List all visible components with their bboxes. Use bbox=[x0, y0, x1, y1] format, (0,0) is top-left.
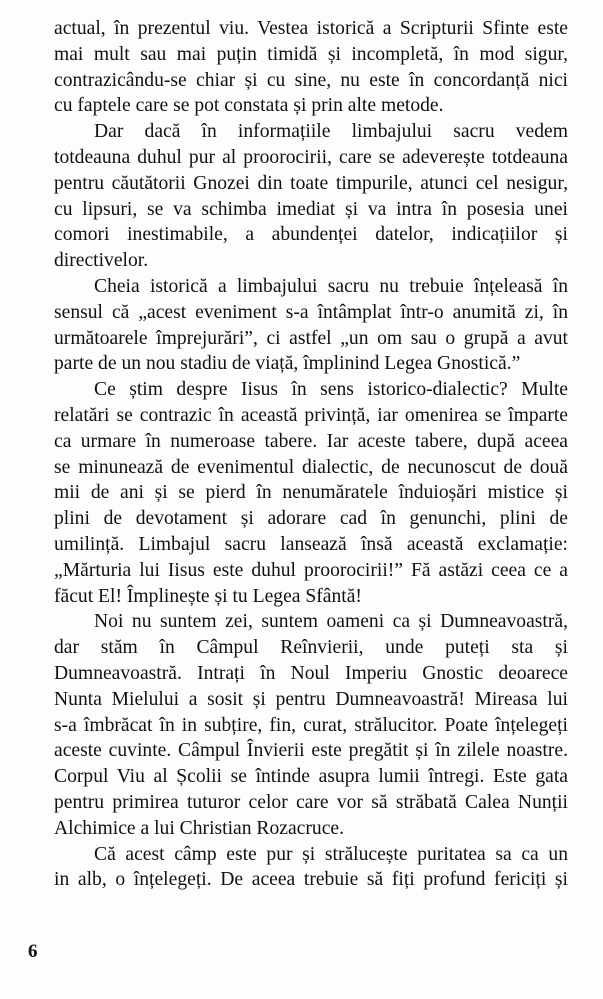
text-line: relatări se contrazic în această privință, iar omenirea se împarte bbox=[54, 404, 568, 426]
text-line: făcut El! Împlinește și tu Legea Sfântă! bbox=[54, 585, 362, 607]
text-line: ca urmare în numeroase tabere. Iar aceste tabere, după aceea bbox=[54, 430, 568, 452]
text-line: Cheia istorică a limbajului sacru nu trebuie înțeleasă în bbox=[94, 275, 568, 297]
text-line: se minunează de evenimentul dialectic, de necunoscut de două bbox=[54, 456, 568, 478]
text-line: sensul că „acest eveniment s-a întâmplat într-o anumită zi, în bbox=[54, 301, 568, 323]
paragraph bbox=[54, 119, 568, 274]
text-line: plini de devotament și adorare cad în genunchi, plini de bbox=[54, 508, 568, 530]
paragraph bbox=[54, 274, 568, 377]
text-line: contrazicându-se chiar și cu sine, nu este în concordanță nici bbox=[54, 69, 568, 91]
text-line: pentru căutătorii Gnozei din toate timpurile, atunci cel nesigur, bbox=[54, 172, 568, 194]
text-line: Noi nu suntem zei, suntem oameni ca și Dumneavoastră, bbox=[94, 611, 568, 633]
text-line: cu lipsuri, se va schimba imediat și va intra în posesia unei bbox=[54, 198, 568, 220]
text-line: Dumneavoastră. Intrați în Noul Imperiu Gnostic deoarece bbox=[54, 662, 568, 684]
text-line: mii de ani și se pierd în nenumăratele înduioșări mistice și bbox=[54, 482, 568, 504]
text-line: parte de un nou stadiu de viață, împlinind Legea Gnostică.” bbox=[54, 353, 521, 375]
text-line: aceste cuvinte. Câmpul Învierii este pregătit și în zilele noastre. bbox=[54, 740, 568, 762]
text-line: „Mărturia lui Iisus este duhul proorocirii!” Fă astăzi ceea ce a bbox=[54, 559, 568, 581]
text-line: cu faptele care se pot constata și prin alte metode. bbox=[54, 95, 444, 117]
text-line: pentru primirea tuturor celor care vor să străbată Calea Nunții bbox=[54, 791, 568, 813]
text-line: Nunta Mielului a sosit și pentru Dumneavoastră! Mireasa lui bbox=[54, 688, 568, 710]
text-line: Alchimice a lui Christian Rozacruce. bbox=[54, 817, 344, 839]
paragraph bbox=[54, 16, 568, 119]
text-line: Că acest câmp este pur și strălucește puritatea sa ca un bbox=[94, 843, 568, 865]
text-line: Ce știm despre Iisus în sens istorico-dialectic? Multe bbox=[94, 379, 568, 401]
text-line: s-a îmbrăcat în in subțire, fin, curat, strălucitor. Poate înțelegeți bbox=[54, 714, 568, 736]
text-line: comori inestimabile, a abundenței datelor, indicațiilor și bbox=[54, 224, 568, 246]
text-line: următoarele împrejurări”, ci astfel „un om sau o grupă a avut bbox=[54, 327, 568, 349]
paragraph bbox=[54, 377, 568, 609]
paragraph bbox=[54, 842, 568, 894]
paragraph bbox=[54, 609, 568, 841]
text-line: in alb, o înțelegeți. De aceea trebuie să fiți profund fericiți și bbox=[54, 869, 568, 891]
text-line: actual, în prezentul viu. Vestea istorică a Scripturii Sfinte este bbox=[54, 18, 568, 39]
text-line: Dar dacă în informațiile limbajului sacru vedem bbox=[94, 121, 568, 143]
text-line: dar stăm în Câmpul Reînvierii, unde puteți sta și bbox=[54, 637, 568, 659]
text-line: mai mult sau mai puțin timidă și incompletă, în mod sigur, bbox=[54, 43, 568, 65]
text-line: Corpul Viu al Școlii se întinde asupra lumii întregi. Este gata bbox=[54, 766, 568, 788]
text-line: totdeauna duhul pur al proorocirii, care se adeverește totdeauna bbox=[54, 146, 568, 168]
page-number: 6 bbox=[28, 941, 38, 962]
text-line: umilință. Limbajul sacru lansează însă această exclamație: bbox=[54, 533, 568, 555]
text-line: directivelor. bbox=[54, 250, 149, 272]
body-text bbox=[54, 16, 568, 893]
